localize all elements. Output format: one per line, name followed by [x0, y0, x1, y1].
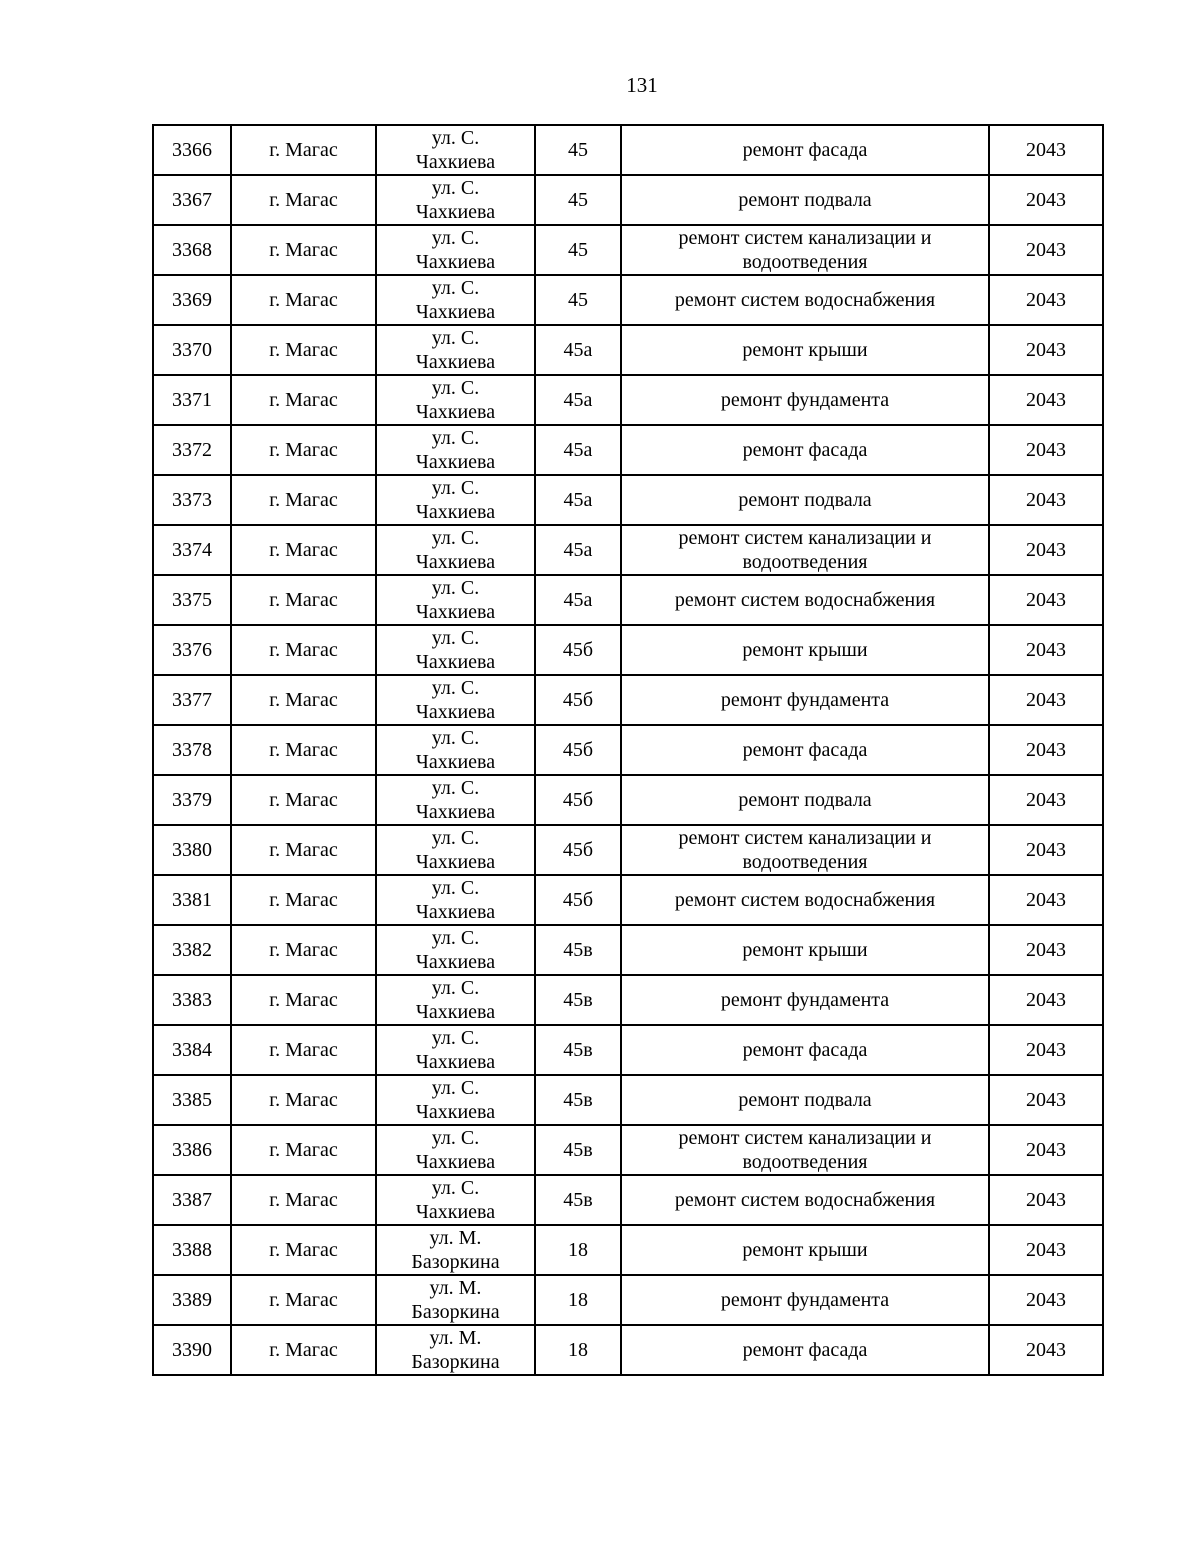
row-number-cell: 3377 [153, 675, 231, 725]
street-name: Чахкиева [415, 201, 496, 223]
street-prefix: ул. М. [429, 1277, 482, 1299]
row-number-cell: 3376 [153, 625, 231, 675]
table-row [153, 825, 1103, 875]
work-type-cell: ремонт фасада [621, 1325, 989, 1375]
street-cell [376, 1325, 535, 1375]
year-cell: 2043 [989, 425, 1103, 475]
street-name: Чахкиева [415, 1101, 496, 1123]
house-number-cell: 45а [535, 575, 621, 625]
work-type-cell: ремонт фундамента [621, 375, 989, 425]
row-number-cell: 3373 [153, 475, 231, 525]
street-name: Базоркина [411, 1301, 500, 1323]
year-cell: 2043 [989, 1175, 1103, 1225]
city-cell: г. Магас [231, 575, 376, 625]
street-name: Чахкиева [415, 701, 496, 723]
work-type-cell: ремонт подвала [621, 1075, 989, 1125]
row-number-cell: 3370 [153, 325, 231, 375]
year-cell: 2043 [989, 225, 1103, 275]
city-cell: г. Магас [231, 825, 376, 875]
city-cell: г. Магас [231, 725, 376, 775]
street-name: Чахкиева [415, 751, 496, 773]
street-name: Чахкиева [415, 551, 496, 573]
row-number-cell: 3388 [153, 1225, 231, 1275]
street-name: Чахкиева [415, 1151, 496, 1173]
house-number-cell: 45б [535, 625, 621, 675]
row-number-cell: 3379 [153, 775, 231, 825]
street-name: Чахкиева [415, 851, 496, 873]
street-cell [376, 1075, 535, 1125]
street-prefix: ул. М. [429, 1327, 482, 1349]
table-row [153, 975, 1103, 1025]
street-prefix: ул. С. [431, 477, 480, 499]
row-number-cell: 3367 [153, 175, 231, 225]
city-cell: г. Магас [231, 475, 376, 525]
street-prefix: ул. С. [431, 1127, 480, 1149]
street-name: Чахкиева [415, 801, 496, 823]
year-cell: 2043 [989, 575, 1103, 625]
table-row [153, 1175, 1103, 1225]
house-number-cell: 45 [535, 125, 621, 175]
street-name: Чахкиева [415, 901, 496, 923]
house-number-cell: 45в [535, 1025, 621, 1075]
year-cell: 2043 [989, 1275, 1103, 1325]
work-type-cell: ремонт крыши [621, 625, 989, 675]
row-number-cell: 3372 [153, 425, 231, 475]
year-cell: 2043 [989, 675, 1103, 725]
street-name: Базоркина [411, 1351, 500, 1373]
street-prefix: ул. С. [431, 827, 480, 849]
street-cell [376, 375, 535, 425]
year-cell: 2043 [989, 175, 1103, 225]
year-cell: 2043 [989, 975, 1103, 1025]
street-cell [376, 475, 535, 525]
street-cell [376, 775, 535, 825]
street-prefix: ул. С. [431, 777, 480, 799]
table-row [153, 775, 1103, 825]
street-prefix: ул. С. [431, 527, 480, 549]
house-number-cell: 18 [535, 1275, 621, 1325]
street-cell [376, 875, 535, 925]
work-type-cell: ремонт систем водоснабжения [621, 275, 989, 325]
work-type-cell: ремонт подвала [621, 175, 989, 225]
row-number-cell: 3387 [153, 1175, 231, 1225]
street-name: Чахкиева [415, 651, 496, 673]
city-cell: г. Магас [231, 1025, 376, 1075]
street-prefix: ул. С. [431, 927, 480, 949]
house-number-cell: 45в [535, 1175, 621, 1225]
street-cell [376, 675, 535, 725]
house-number-cell: 45в [535, 975, 621, 1025]
work-type-cell: ремонт крыши [621, 325, 989, 375]
street-cell [376, 1275, 535, 1325]
table-row [153, 725, 1103, 775]
table-row [153, 675, 1103, 725]
table-row [153, 475, 1103, 525]
street-cell [376, 525, 535, 575]
row-number-cell: 3382 [153, 925, 231, 975]
street-prefix: ул. С. [431, 877, 480, 899]
street-prefix: ул. С. [431, 1177, 480, 1199]
city-cell: г. Магас [231, 325, 376, 375]
street-prefix: ул. С. [431, 977, 480, 999]
table-row [153, 1075, 1103, 1125]
table-row [153, 1225, 1103, 1275]
row-number-cell: 3368 [153, 225, 231, 275]
year-cell: 2043 [989, 875, 1103, 925]
street-name: Чахкиева [415, 301, 496, 323]
work-type-cell: ремонт подвала [621, 475, 989, 525]
street-cell [376, 125, 535, 175]
row-number-cell: 3381 [153, 875, 231, 925]
work-type-cell: ремонт фасада [621, 725, 989, 775]
year-cell: 2043 [989, 1025, 1103, 1075]
year-cell: 2043 [989, 125, 1103, 175]
house-number-cell: 45 [535, 175, 621, 225]
year-cell: 2043 [989, 475, 1103, 525]
house-number-cell: 18 [535, 1325, 621, 1375]
street-prefix: ул. С. [431, 1027, 480, 1049]
work-type-cell: ремонт фасада [621, 425, 989, 475]
table-row [153, 1325, 1103, 1375]
city-cell: г. Магас [231, 675, 376, 725]
house-number-cell: 45а [535, 375, 621, 425]
street-name: Чахкиева [415, 501, 496, 523]
street-prefix: ул. С. [431, 727, 480, 749]
house-number-cell: 18 [535, 1225, 621, 1275]
work-type-cell: ремонт фасада [621, 1025, 989, 1075]
house-number-cell: 45в [535, 1125, 621, 1175]
street-prefix: ул. С. [431, 577, 480, 599]
year-cell: 2043 [989, 1225, 1103, 1275]
street-cell [376, 275, 535, 325]
table-row [153, 275, 1103, 325]
row-number-cell: 3371 [153, 375, 231, 425]
work-type-cell: ремонт фундамента [621, 1275, 989, 1325]
work-type-cell: ремонт фасада [621, 125, 989, 175]
street-cell [376, 975, 535, 1025]
city-cell: г. Магас [231, 875, 376, 925]
work-type-cell: ремонт систем водоснабжения [621, 575, 989, 625]
street-prefix: ул. С. [431, 427, 480, 449]
row-number-cell: 3369 [153, 275, 231, 325]
city-cell: г. Магас [231, 1075, 376, 1125]
work-type-cell: ремонт систем канализации и водоотведения [621, 1125, 989, 1175]
house-number-cell: 45а [535, 325, 621, 375]
city-cell: г. Магас [231, 1275, 376, 1325]
table-row [153, 1275, 1103, 1325]
street-prefix: ул. М. [429, 1227, 482, 1249]
row-number-cell: 3380 [153, 825, 231, 875]
row-number-cell: 3389 [153, 1275, 231, 1325]
street-name: Чахкиева [415, 351, 496, 373]
table-row [153, 575, 1103, 625]
year-cell: 2043 [989, 725, 1103, 775]
street-name: Чахкиева [415, 1001, 496, 1023]
street-prefix: ул. С. [431, 127, 480, 149]
house-number-cell: 45 [535, 275, 621, 325]
street-name: Чахкиева [415, 1201, 496, 1223]
year-cell: 2043 [989, 375, 1103, 425]
row-number-cell: 3385 [153, 1075, 231, 1125]
table-row [153, 125, 1103, 175]
row-number-cell: 3374 [153, 525, 231, 575]
house-number-cell: 45а [535, 525, 621, 575]
row-number-cell: 3366 [153, 125, 231, 175]
street-name: Чахкиева [415, 1051, 496, 1073]
city-cell: г. Магас [231, 1225, 376, 1275]
street-name: Чахкиева [415, 251, 496, 273]
street-cell [376, 925, 535, 975]
year-cell: 2043 [989, 775, 1103, 825]
work-type-cell: ремонт крыши [621, 1225, 989, 1275]
table-row [153, 225, 1103, 275]
street-name: Чахкиева [415, 601, 496, 623]
house-number-cell: 45б [535, 825, 621, 875]
work-type-cell: ремонт фундамента [621, 975, 989, 1025]
year-cell: 2043 [989, 925, 1103, 975]
row-number-cell: 3383 [153, 975, 231, 1025]
house-number-cell: 45б [535, 775, 621, 825]
street-prefix: ул. С. [431, 677, 480, 699]
table-row [153, 1025, 1103, 1075]
street-name: Чахкиева [415, 451, 496, 473]
street-name: Чахкиева [415, 151, 496, 173]
page-number: 131 [626, 73, 658, 97]
city-cell: г. Магас [231, 925, 376, 975]
year-cell: 2043 [989, 525, 1103, 575]
street-cell [376, 1225, 535, 1275]
house-number-cell: 45а [535, 425, 621, 475]
table-row [153, 325, 1103, 375]
city-cell: г. Магас [231, 125, 376, 175]
street-cell [376, 425, 535, 475]
work-type-cell: ремонт систем водоснабжения [621, 1175, 989, 1225]
table-row [153, 925, 1103, 975]
work-type-cell: ремонт систем канализации и водоотведения [621, 825, 989, 875]
street-prefix: ул. С. [431, 1077, 480, 1099]
street-name: Базоркина [411, 1251, 500, 1273]
street-cell [376, 225, 535, 275]
street-prefix: ул. С. [431, 177, 480, 199]
table-row [153, 625, 1103, 675]
house-number-cell: 45б [535, 875, 621, 925]
street-cell [376, 175, 535, 225]
year-cell: 2043 [989, 625, 1103, 675]
row-number-cell: 3375 [153, 575, 231, 625]
city-cell: г. Магас [231, 525, 376, 575]
city-cell: г. Магас [231, 1125, 376, 1175]
table-row [153, 425, 1103, 475]
work-type-cell: ремонт крыши [621, 925, 989, 975]
work-type-cell: ремонт систем водоснабжения [621, 875, 989, 925]
table-row [153, 875, 1103, 925]
street-cell [376, 1125, 535, 1175]
street-name: Чахкиева [415, 401, 496, 423]
table-body [153, 125, 1103, 1375]
street-cell [376, 325, 535, 375]
house-number-cell: 45 [535, 225, 621, 275]
repair-schedule-table [152, 124, 1104, 1376]
work-type-cell: ремонт систем канализации и водоотведения [621, 225, 989, 275]
street-prefix: ул. С. [431, 277, 480, 299]
street-prefix: ул. С. [431, 377, 480, 399]
table-row [153, 525, 1103, 575]
year-cell: 2043 [989, 1125, 1103, 1175]
work-type-cell: ремонт подвала [621, 775, 989, 825]
street-prefix: ул. С. [431, 327, 480, 349]
street-cell [376, 1175, 535, 1225]
street-name: Чахкиева [415, 951, 496, 973]
house-number-cell: 45в [535, 925, 621, 975]
table-row [153, 175, 1103, 225]
year-cell: 2043 [989, 1325, 1103, 1375]
city-cell: г. Магас [231, 775, 376, 825]
house-number-cell: 45б [535, 725, 621, 775]
row-number-cell: 3378 [153, 725, 231, 775]
year-cell: 2043 [989, 825, 1103, 875]
year-cell: 2043 [989, 1075, 1103, 1125]
city-cell: г. Магас [231, 225, 376, 275]
street-prefix: ул. С. [431, 627, 480, 649]
house-number-cell: 45а [535, 475, 621, 525]
house-number-cell: 45б [535, 675, 621, 725]
city-cell: г. Магас [231, 175, 376, 225]
street-cell [376, 725, 535, 775]
city-cell: г. Магас [231, 375, 376, 425]
table-row [153, 375, 1103, 425]
work-type-cell: ремонт фундамента [621, 675, 989, 725]
year-cell: 2043 [989, 275, 1103, 325]
street-prefix: ул. С. [431, 227, 480, 249]
work-type-cell: ремонт систем канализации и водоотведения [621, 525, 989, 575]
city-cell: г. Магас [231, 625, 376, 675]
city-cell: г. Магас [231, 1325, 376, 1375]
city-cell: г. Магас [231, 975, 376, 1025]
year-cell: 2043 [989, 325, 1103, 375]
table-row [153, 1125, 1103, 1175]
row-number-cell: 3390 [153, 1325, 231, 1375]
row-number-cell: 3384 [153, 1025, 231, 1075]
street-cell [376, 1025, 535, 1075]
street-cell [376, 575, 535, 625]
street-cell [376, 625, 535, 675]
city-cell: г. Магас [231, 275, 376, 325]
city-cell: г. Магас [231, 425, 376, 475]
city-cell: г. Магас [231, 1175, 376, 1225]
row-number-cell: 3386 [153, 1125, 231, 1175]
street-cell [376, 825, 535, 875]
house-number-cell: 45в [535, 1075, 621, 1125]
